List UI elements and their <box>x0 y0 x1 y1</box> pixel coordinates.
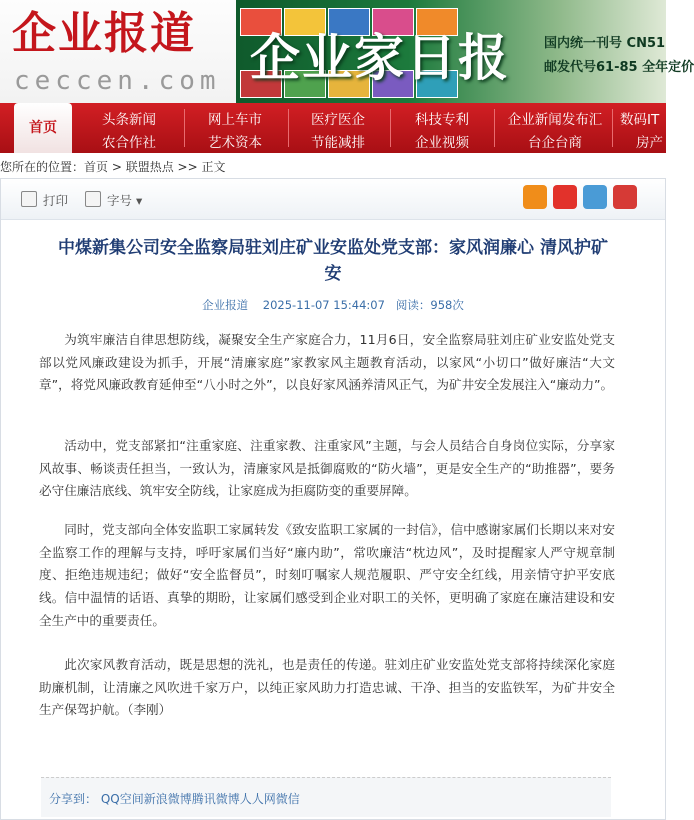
share-icon[interactable] <box>613 185 637 209</box>
breadcrumb-current: 正文 <box>201 160 226 174</box>
article-container <box>0 178 666 820</box>
nav-item-digital-it[interactable]: 数码IT <box>620 112 660 128</box>
nav-divider <box>612 109 613 147</box>
nav-item-news-release[interactable]: 企业新闻发布汇 <box>507 112 603 128</box>
article-paragraph: 为筑牢廉洁自律思想防线，凝聚安全生产家庭合力，11月6日，安全监察局驻刘庄矿业安监处党支部以党风廉政建设为抓手，开展“清廉家庭”家教家风主题教育活动，以家风“小切口”做好廉洁“大文章”，将党风廉政教育延伸至“八小时之外”，以良好家风涵养清风正气，为矿井安全发展注入“廉动力”。 <box>39 332 615 393</box>
print-button[interactable] <box>21 191 68 209</box>
weibo-icon[interactable] <box>553 185 577 209</box>
banner-postal-code: 邮发代号61-85 全年定价 <box>544 60 694 75</box>
breadcrumb-separator: >> <box>173 160 202 174</box>
article-meta <box>1 297 665 313</box>
nav-divider <box>494 109 495 147</box>
nav-item-enterprise-video[interactable]: 企业视频 <box>415 135 469 151</box>
logo-chinese-text: 企业报道 <box>12 8 196 59</box>
nav-divider <box>288 109 289 147</box>
printer-icon <box>21 191 37 207</box>
nav-item-taiwan-business[interactable]: 台企台商 <box>528 135 582 151</box>
read-count-label: 阅读： <box>395 298 431 312</box>
nav-item-art-capital[interactable]: 艺术资本 <box>208 135 262 151</box>
read-count: 958次 <box>430 298 464 312</box>
newspaper-banner[interactable] <box>236 0 694 103</box>
nav-item-medical[interactable]: 医疗医企 <box>311 112 365 128</box>
print-label: 打印 <box>43 193 69 208</box>
article-datetime: 2025-11-07 15:44:07 <box>262 298 385 312</box>
nav-divider <box>390 109 391 147</box>
breadcrumb-separator: > <box>108 160 126 174</box>
nav-divider <box>184 109 185 147</box>
banner-issn: 国内统一刊号 CN51 <box>544 36 666 51</box>
breadcrumb-home-link[interactable]: 首页 <box>84 160 109 174</box>
nav-item-cooperatives[interactable]: 农合作社 <box>102 135 156 151</box>
rss-icon[interactable] <box>523 185 547 209</box>
article-paragraph: 活动中，党支部紧扣“注重家庭、注重家教、注重家风”主题，与会人员结合自身岗位实际，分享家风故事、畅谈责任担当，一致认为，清廉家风是抵御腐败的“防火墙”，更是安全生产的“助推器”，要务必守住廉洁底线、筑牢安全防线，让家庭成为拒腐防变的重要屏障。 <box>39 438 615 499</box>
logo-domain-text: ceccen.com <box>14 66 221 96</box>
article-title <box>1 235 665 287</box>
article-paragraph: 同时，党支部向全体安监职工家属转发《致安监职工家属的一封信》，信中感谢家属们长期以来对安全监察工作的理解与支持，呼吁家属们当好“廉内助”，常吹廉洁“枕边风”，及时提醒家人严守规章制度、拒绝违规违纪；做好“安全监督员”，时刻叮嘱家人规范履职、严守安全红线，用亲情守护平安底线。信中温情的话语、真挚的期盼，让家属们感受到企业对职工的关怀，更明确了家庭在廉洁建设和安全生产中的重要责任。 <box>39 522 615 628</box>
site-header <box>0 0 694 103</box>
nav-home-tab[interactable]: 首页 <box>14 103 72 153</box>
font-size-label: 字号 ▾ <box>107 193 143 208</box>
article-paragraph: 此次家风教育活动，既是思想的洗礼，也是责任的传递。驻刘庄矿业安监处党支部将持续深化家庭助廉机制，让清廉之风吹进千家万户，以纯正家风助力打造忠诚、干净、担当的安监铁军，为矿井安全生产保驾护航。（李刚） <box>39 657 615 718</box>
article-toolbar <box>1 179 665 220</box>
nav-item-real-estate[interactable]: 房产 <box>636 135 663 151</box>
site-logo[interactable] <box>0 0 236 103</box>
main-nav <box>0 103 666 153</box>
tencent-weibo-icon[interactable] <box>583 185 607 209</box>
font-size-dropdown[interactable] <box>85 191 142 209</box>
article-title-line: 安 <box>324 264 342 284</box>
breadcrumb-prefix: 您所在的位置： <box>0 160 85 174</box>
breadcrumb-section-link[interactable]: 联盟热点 <box>125 160 174 174</box>
nav-item-tech-patent[interactable]: 科技专利 <box>415 112 469 128</box>
article-source[interactable]: 企业报道 <box>202 298 249 312</box>
share-bar[interactable]: 分享到： QQ空间新浪微博腾讯微博人人网微信 <box>41 777 611 817</box>
font-size-icon <box>85 191 101 207</box>
nav-item-energy-saving[interactable]: 节能减排 <box>311 135 365 151</box>
breadcrumb <box>0 158 226 175</box>
article-title-line: 中煤新集公司安全监察局驻刘庄矿业安监处党支部：家风润廉心 清风护矿 <box>58 238 608 258</box>
banner-title: 企业家日报 <box>250 28 510 87</box>
nav-item-auto-market[interactable]: 网上车市 <box>208 112 262 128</box>
nav-item-headlines[interactable]: 头条新闻 <box>102 112 156 128</box>
